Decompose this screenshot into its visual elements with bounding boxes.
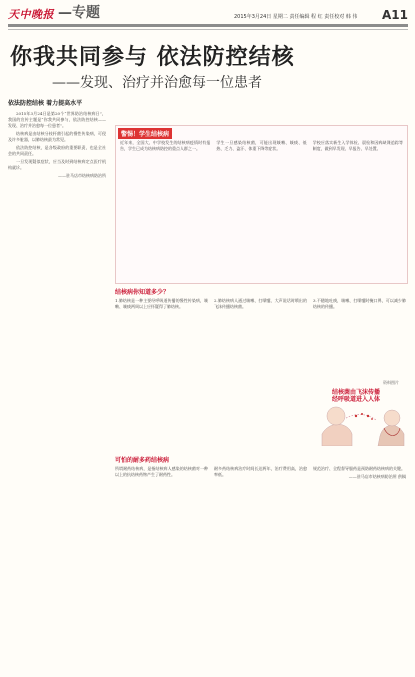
box-column-text: 学校应落实新生入学体检、晨检和因病缺课追踪等制度，做到早发现、早报告、早处置。 [312,140,403,151]
section-label: —专题 [58,5,100,21]
article-body [8,111,106,171]
section-column-text: 规范治疗、全程督导服药是预防耐药结核病的关键。 [313,466,405,471]
student-tb-box [115,125,408,284]
section-column-text: 3.不随地吐痰，咳嗽、打喷嚏时掩口鼻，可以减少肺结核的传播。 [313,298,406,309]
box-column-text: 近年来，全国大、中学校发生的结核病疫情时有报告，学生已成为结核病防控的重点人群之一。 [120,140,211,151]
section-signature: ——驻马店市结核病防治所 供稿 [348,474,406,479]
box-columns [120,140,403,279]
section-column-text: 耐多药结核病治疗时间长达两年，治疗费用高，治愈率低。 [214,466,307,477]
page-subheadline: ——发现、治疗并治愈每一位患者 [52,75,262,91]
droplet [367,415,369,417]
section-title: 结核病你知道多少？ [115,289,170,296]
article-signature: ——驻马店市结核病防治所 [58,173,106,178]
newspaper-logo: 天中晚报 [8,8,54,21]
section-column-text: 1.肺结核是一种主要经呼吸道传播的慢性传染病，咳嗽、咳痰两周以上应怀疑得了肺结核。 [115,298,208,309]
droplet [355,415,357,417]
box-title: 警惕！学生结核病 [118,128,172,139]
article-paragraph: 依法防控结核，是各级政府的重要职责，也是全社会的共同责任。 [8,145,106,156]
page-number: A11 [382,8,408,22]
article-title: 依法防控结核 着力提高水平 [8,100,83,107]
article-paragraph: 一旦发现疑似症状，应当及时到结核病定点医疗机构就诊。 [8,159,106,170]
illustration-caption [332,389,380,403]
masthead-rule [8,24,408,27]
droplet [361,413,363,415]
section-column-text: 所谓耐药结核病，是指结核病人感染的结核菌对一种以上的抗结核药物产生了耐药性。 [115,466,208,477]
person-silhouette [322,424,352,446]
section-column-text: 2.肺结核病人通过咳嗽、打喷嚏、大声说话时喷出的飞沫传播结核菌。 [214,298,307,309]
masthead [0,0,415,32]
masthead-rule-thin [8,29,408,30]
illustration-credit: 资料图片 [383,380,399,385]
article-left-column [8,98,106,668]
box-column-text: 学生一旦感染结核菌，可能出现咳嗽、咳痰、低热、乏力、盗汗、体重下降等症状。 [216,140,307,151]
caption-line: 经呼吸道进入人体 [332,396,381,403]
page-headline: 你我共同参与 依法防控结核 [10,45,295,70]
dateline: 2015年3月24日 星期二 责任编辑 程 红 责任校对 韩 伟 [234,14,358,20]
section-title: 可怕的耐多药结核病 [115,457,170,464]
person-head [384,410,400,426]
caption-line: 结核菌由飞沫传播 [332,389,381,396]
article-paragraph: 2015年3月24日是第20个“世界防治结核病日”，我国的宣传主题是“你我共同参与，依法防控结核——发现、治疗并治愈每一位患者”。 [8,111,106,128]
article-paragraph: 结核病是由结核分枝杆菌引起的慢性传染病，可侵及许多脏器，以肺结核最为常见。 [8,131,106,142]
section-column [313,466,406,656]
person-head [327,407,345,425]
droplet [371,418,373,420]
section-columns [115,466,406,656]
